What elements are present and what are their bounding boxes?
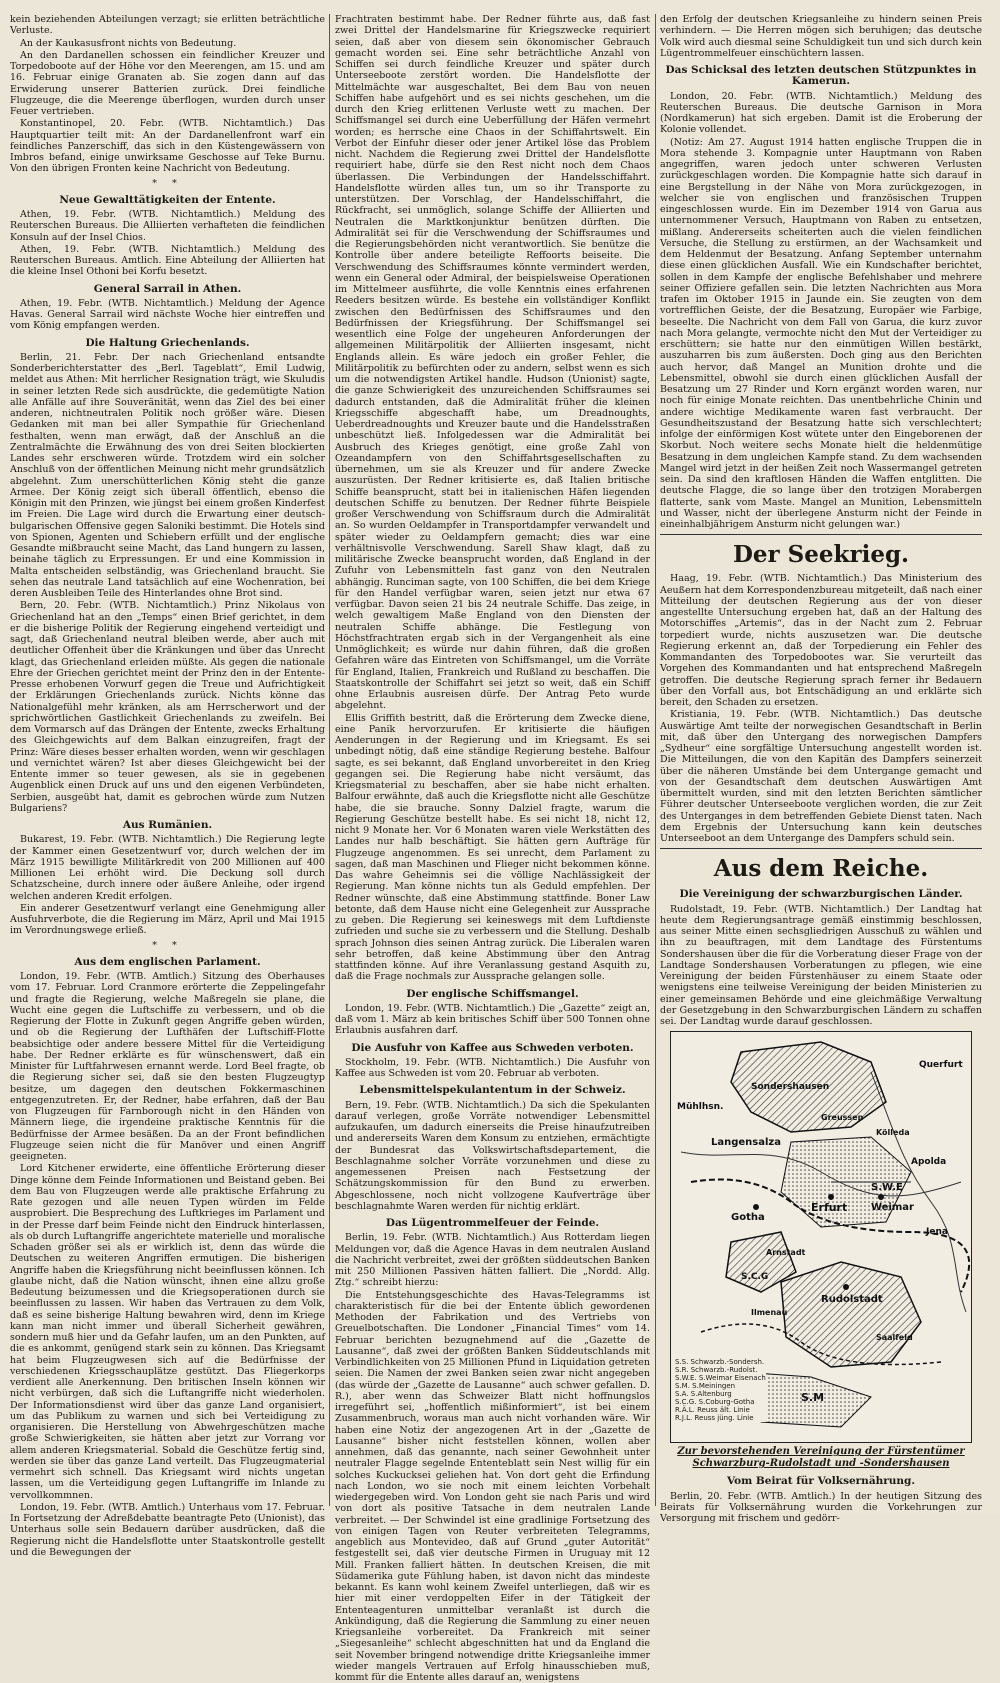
map-legend: [675, 1358, 766, 1422]
column-2: [335, 14, 650, 1509]
city-dot-erfurt: [828, 1194, 834, 1200]
legend-item: S.M. S.Meiningen: [675, 1382, 766, 1390]
paragraph: Kristiania, 19. Febr. (WTB. Nichtamtlich.) Das deutsche Auswärtige Amt teilte der norwegischen Gesandtschaft in Berlin mit, daß über den Untergang des norwegischen Dampfers „Sydheur“ eine sorgfältige Untersuchung angestellt worden ist. Die Mitteilungen, die von den Kapitän des Dampfers seinerzeit über die näheren Umstände bei dem Untergange gemacht und von der Gesandtschaft dem deutschen Auswärtigen Amt übermittelt wurden, sind mit den letzten Berichten sämtlicher Führer deutscher Unterseeboote verglichen worden, die zur Zeit des Unterganges in dem betreffenden Gebiete Dienst taten. Nach dem Ergebnis der Untersuchung kann kein deutsches Unterseeboot an dem Untergange des Dampfers schuld sein.: [660, 709, 982, 844]
paragraph: Bern, 19. Febr. (WTB. Nichtamtlich.) Da sich die Spekulanten darauf verlegen, große Vorräte notwendiger Lebensmittel aufzukaufen, um dadurch einerseits die Preise hinaufzutreiben und andererseits Waren dem Konsum zu entziehen, ermächtigte der Bundesrat das Volkswirtschaftsdepartement, die Beschlagnahme solcher Vorräte vorzunehmen und diese zu angemessenen Preisen nach Festsetzung der Schätzungskommission für den Bund zu erwerben. Abgeschlossene, noch nicht vollzogene Kaufverträge über beschlagnahmte Waren werden für nichtig erklärt.: [335, 1100, 650, 1213]
column-rule: [329, 14, 330, 1506]
map-label: S.C.G: [741, 1272, 768, 1283]
paragraph: Frachtraten bestimmt habe. Der Redner führte aus, daß fast zwei Drittel der Handelsmarine für Kriegszwecke requiriert seien, daß aber von diesem sein ökonomischer Gebrauch gemacht worden sei. Eine sehr beträchtliche Anzahl von Schiffen sei durch feindliche Kreuzer und später durch Unterseeboote zerstört worden. Die Handelsflotte der Mittelmächte war ausgeschaltet, Bei dem Bau von neuen Schiffen habe aufgehört und es sei nichts geschehen, um die durch den Krieg erlittenen Verluste wett zu machen. Der Schiffsmangel sei durch eine Ueberfüllung der Häfen vermehrt worden; es herrsche eine Chaos in der Schiffahrtswelt. Ein Verbot der Einfuhr dieser oder jener Artikel löse das Problem nicht. Nachdem die Regierung zwei Drittel der Handelsflotte requiriert habe, dürfe sie den Rest nicht noch dem Chaos überlassen. Die Verbindungen der Handelsschiffahrt. Handelsflotte würden alles tun, um so ihr Transporte zu unterstützen. Der Vorschlag, der Handelsschiffahrt, die Rückfracht, sei unmöglich, solange Schiffe der Alliierten und Neutralen die Marktkonjunktur benützen dürften. Die Admiralität sei für die Verschwendung der Schiffsraumes und die Regierungsbehörden nicht verantwortlich. Sie benütze die Kontrolle über andere beteiligte Reffoorts beiseite. Die Verschwendung des Schiffsraumes könnte vermindert werden, wenn ein General oder Admiral, der beispielsweise Operationen im Mittelmeer ausführte, die volle Kenntnis eines erfahrenen Reeders besitzen würde. Es bestehe ein vollständiger Konflikt zwischen den Bedürfnissen des Schiffsraumes und den Bedürfnissen der Kriegsführung. Der Schiffsmangel sei wesentlich eine Folge der ungeheuren Anforderungen der allgemeinen Militärpolitik der Alliierten insgesamt, nicht Englands allein. Es wäre jedoch ein großer Fehler, die Militärpolitik zu befürchten oder zu andern, selbst wenn es sich um die notwendigsten Artikel handle. Hudson (Unionist) sagte, die ganze Schwierigkeit des unzureichenden Schiffsraumes sei dadurch entstanden, daß die Admiralität früher die kleinen Kriegsschiffe abgeschafft habe, um Dreadnoughts, Ueberdreadnoughts und Kreuzer baute und die Handelsstraßen unbeschützt ließ. Infolgedessen war die Admiralität bei Ausbruch des Krieges genötigt, eine große Zahl von Ozeandampfern von den Schiffahrtsgesellschaften zu übernehmen, um sie als Kreuzer und für andere Zwecke auszurüsten. Der Redner kritisierte es, daß Italien britische Schiffe beansprucht, statt bei in italienischen Häfen liegenden deutschen Schiffe zu benutzen. Der Redner führte Beispiele großer Verschwendung von Schiffsraum durch die Admiralität an. So wurden Oeldampfer in Transportdampfer verwandelt und später wieder zu Oeldampfern gemacht; dies war eine verhältnisvolle Verschwendung. Sarell Shaw klagt, daß zu militärische Zwecke beansprucht worden, daß England in der Zufuhr von Lebensmitteln fast ganz von den Neutralen abhängig. Runciman sagte, von 100 Schiffen, die bei dem Kriege für den Handel verfügbar waren, seien jetzt nur etwa 67 verfügbar. Davon seien 21 bis 24 neutrale Schiffe. Das zeige, in welch gewaltigem Maße England von den Diensten der neutralen Schiffe abhänge. Die Festlegung von Höchstfrachtraten ergab sich in der Vergangenheit als eine Unmöglichkeit; es würde nur dahin führen, daß die großen Gefahren wäre das Eintreten von Schiffsmangel, um die Vorräte für England, Italien, Frankreich und Rußland zu beschaffen. Die Staatskontrolle der Schiffahrt sei jetzt so weit, daß ein Schiff ohne Erlaubnis ausreisen dürfe. Der Antrag Peto wurde abgelehnt.: [335, 14, 650, 712]
map-label: S.M: [801, 1392, 824, 1403]
column-3: [660, 14, 982, 1509]
map-label: Rudolstadt: [821, 1294, 883, 1305]
separator: * *: [10, 178, 325, 189]
section-heading: Lebensmittelspekulantentum in der Schweiz.: [335, 1085, 650, 1096]
map-label: Sondershausen: [751, 1082, 829, 1093]
section-heading: Aus dem englischen Parlament.: [10, 957, 325, 968]
paragraph: London, 19. Febr. (WTB. Nichtamtlich.) Die „Gazette“ zeigt an, daß vom 1. März ab kein britisches Schiff über 500 Tonnen ohne Erlaubnis ausfahren darf.: [335, 1003, 650, 1037]
map-label: Mühlhsn.: [677, 1102, 723, 1113]
paragraph: Bukarest, 19. Febr. (WTB. Nichtamtlich.) Die Regierung legte der Kammer einen Gesetzentwurf vor, durch welchen der im März 1915 bewilligte Militärkredit von 200 Millionen auf 400 Millionen Lei erhöht wird. Die Deckung soll durch Schatzscheine, durch innere oder äußere Anleihe, oder irgend welchen anderen Kredit erfolgen.: [10, 834, 325, 902]
city-dot-gotha: [753, 1204, 759, 1210]
map-label: Langensalza: [711, 1137, 781, 1148]
column-1: [10, 14, 325, 1509]
section-heading: Der englische Schiffsmangel.: [335, 989, 650, 1000]
paragraph: Bern, 20. Febr. (WTB. Nichtamtlich.) Prinz Nikolaus von Griechenland hat an den „Temps“ einen Brief gerichtet, in dem er die bisherige Politik der Regierung eingehend verteidigt und sagt, daß Griechenland neutral bleiben werde, aber auch mit deutlicher Offenheit über die Kränkungen und über das Unrecht klagt, das Griechenland erleiden müßte. Als gegen die nationale Ehre der Griechen gerichtet meint der Prinz den in der Entente-Presse erhobenen Vorwurf gegen die Treue und Aufrichtigkeit der Erklärungen Griechenlands zurück. Nichts könne das Nationalgefühl mehr kränken, als am Herrscherwort und der sprichwörtlichen Gastlichkeit Griechenlands zu zweifeln. Bei dem Vormarsch auf das Drängen der Entente, zwecks Erhaltung des Gleichgewichts auf dem Balkan einzugreifen, fragt der Prinz: Wäre dieses besser erhalten worden, wenn wir geschlagen und vernichtet wären? Ist aber dieses Gleichgewicht bei der Entente immer so teuer gewesen, als sie in gegebenen Augenblick einen Druck auf uns und den eigenen Verbündeten, Serbien, ausgeübt hat, damit es gebrochen würde zum Nutzen Bulgariens?: [10, 600, 325, 814]
paragraph: Athen, 19. Febr. (WTB. Nichtamtlich.) Meldung des Reuterschen Bureaus. Die Alliierten verhafteten die feindlichen Konsuln auf der Insel Chios.: [10, 209, 325, 243]
map-label: Jena: [926, 1227, 948, 1238]
section-heading: Neue Gewalttätigkeiten der Entente.: [10, 195, 325, 206]
paragraph: Athen, 19. Febr. (WTB. Nichtamtlich.) Meldung des Reuterschen Bureaus. Amtlich. Eine Abteilung der Alliierten hat die kleine Insel Othoni bei Korfu besetzt.: [10, 244, 325, 278]
paragraph: Athen, 19. Febr. (WTB. Nichtamtlich.) Meldung der Agence Havas. General Sarrail wird nächste Woche hier eintreffen und vom König empfangen werden.: [10, 298, 325, 332]
paragraph: London, 19. Febr. (WTB. Amtlich.) Sitzung des Oberhauses vom 17. Februar. Lord Cranmore erörterte die Zeppelingefahr und fragte die Regierung, welche Maßregeln sie plane, die Wucht eine gegen die Luftschiffe zu verbessern, und ob die Regierung der Flotte in Zukunft gegen Angriffe geben würden, und ob die Regierung der Lufthäfen der Luftschiff-Flotte beabsichtige oder andere bessere Mittel für die Verteidigung habe. Der Redner erklärte es für wünschenswert, daß ein Minister für Luftfahrwesen ernannt werde. Lord Beel fragte, ob die Regierung sicher sei, daß sie den besten Flugzeugtyp besitze, um dagegen den deutschen Fokkermaschinen entgegenzutreten. Er, der Redner, habe erfahren, daß der Bau von Flugzeugen für Farnborough nicht in den Händen von Männern liege, die irgendeine praktische Kenntnis für die Bedürfnisse der Armee besäßen. Da an der Front befindlichen Flugzeuge seien nicht die für Manöver und einen Angriff geeigneten.: [10, 971, 325, 1162]
map-schwarzburg: [670, 1031, 972, 1443]
paragraph: London, 20. Febr. (WTB. Nichtamtlich.) Meldung des Reuterschen Bureaus. Die deutsche Garnison in Mora (Nordkamerun) hat sich ergeben. Damit ist die Eroberung der Kolonie vollendet.: [660, 91, 982, 136]
section-heading: Vom Beirat für Volksernährung.: [660, 1476, 982, 1487]
paragraph: (Notiz: Am 27. August 1914 hatten englische Truppen die in Mora stehende 3. Kompagnie unter Hauptmann von Raben angegriffen, waren jedoch unter schweren Verlusten zurückgeschlagen worden. Die Kompagnie hatte sich darauf in eine Bergstellung in der Nähe von Mora zurückgezogen, in welcher sie von englischen und französischen Truppen eingeschlossen wurde. Ein im Dezember 1914 von Garua aus unternommener Versuch, Hauptmann von Raben zu entsetzen, mißlang. Andererseits scheiterten auch die vielen feindlichen Versuche, die Stellung zu erstürmen, an der Wachsamkeit und dem Heldenmut der Besatzung. Anfang September unternahm diese einen glücklichen Ausfall. Wie ein Kundschafter berichtet, sollen in dem Kampfe der englische Befehlshaber und mehrere seiner Offiziere gefallen sein. Die letzten Nachrichten aus Mora trafen im Oktober 1915 in Jaunde ein. Sie zeugten von dem vortrefflichen Geiste, der die Besatzung, Europäer wie Farbige, beseelte. Die Nachricht von dem Fall von Garua, die kurz zuvor nach Mora gelangte, vermochte nicht den Mut der Verteidiger zu erschüttern; sie hatte nur den einmütigen Willen bestärkt, auszuharren bis zum äußersten. Doch ging aus den Berichten auch hervor, daß Mangel an Munition drohte und die Lebensmittel, obwohl sie durch einen glücklichen Ausfall der Besatzung um 27 Rinder und Korn ergänzt worden waren, nur noch für einige Monate reichten. Das unentbehrliche Chinin und andere wichtige Medikamente waren fast verbraucht. Der Gesundheitszustand der Besatzung hatte sich verschlechtert; infolge der einförmigen Kost wütete unter den Eingeborenen der Skorbut. Noch weitere sechs Monate hielt die heldenmütige Besatzung in dem ungleichen Kampfe stand. Zu dem wachsenden Mangel wird jetzt in der heißen Zeit noch Wassermangel getreten sein. Da sind den kraftlosen Händen die Waffen entglitten. Die deutsche Flagge, die so lange über den trotzigen Morabergen flatterte, sank vom Maste. Mangel an Munition, Lebensmitteln und Wasser, nicht der überlegene Ansturm nicht der Feinde in eineinhalbjährigem Ansturm nicht gelungen war.): [660, 137, 982, 531]
map-label: Saalfeld: [876, 1332, 913, 1343]
paragraph: Konstantinopel, 20. Febr. (WTB. Nichtamtlich.) Das Hauptquartier teilt mit: An der Dardanellenfront warf ein feindliches Panzerschiff, das sich in den Küstengewässern von Imbros befand, einige unwirksame Geschosse auf Teke Burnu. Von den übrigen Fronten keine Nachricht von Bedeutung.: [10, 118, 325, 174]
map-label: Erfurt: [811, 1202, 847, 1213]
section-heading: General Sarrail in Athen.: [10, 284, 325, 295]
map-label: Gotha: [731, 1212, 765, 1223]
section-heading: Das Schicksal des letzten deutschen Stützpunktes in Kamerun.: [660, 65, 982, 88]
map-label: Apolda: [911, 1157, 946, 1168]
paragraph: Berlin, 21. Febr. Der nach Griechenland entsandte Sonderberichterstatter des „Berl. Tageblatt“, Emil Ludwig, meldet aus Athen: Mit herrlicher Resignation trägt, wie Skuludis in seiner letzten Rede sich ausdrückte, die gedemütigte Nation alle Anfälle auf ihre Souveränität, wenn das Ziel des bei einer anderen, nichtneutralen Politik noch größer wäre. Diesen Gedanken mit man bei aller Sympathie für Griechenland festhalten, wenn man erwägt, daß der Anschluß an die Zentralmächte die Erwähnung des von drei Seiten blockierten Landes sehr erschweren würde. Trotzdem wird ein solcher Anschluß von der öffentlichen Meinung nicht mehr grundsätzlich abgelehnt. Zum unerschütterlichen König steht die ganze Armee. Der König zeigt sich überall öffentlich, ebenso die Königin mit den Prinzen, wie jüngst bei einem großen Kinderfest im Freien. Die Lage wird durch die Erwartung einer deutsch-bulgarischen Offensive gegen Saloniki bestimmt. Die Hotels sind von Spionen, Agenten und Schiebern erfüllt und der englische Gesandte mißbraucht seine Macht, das Land hungern zu lassen, beinahe täglich zu Erpressungen. Er und eine Kommission in Malta entscheiden selbständig, was Griechenland braucht. Sie sehen das neutrale Land tatsächlich auf eine Wochenration, bei deren Ausbleiben Teile des Hinterlandes ohne Brot sind.: [10, 352, 325, 600]
legend-item: S.C.G. S.Coburg-Gotha: [675, 1398, 766, 1406]
map-label: Weimar: [871, 1202, 914, 1213]
legend-item: R.Ä.L. Reuss ält. Linie: [675, 1406, 766, 1414]
divider: [660, 534, 982, 535]
paragraph: Die Entstehungsgeschichte des Havas-Telegramms ist charakteristisch für die bei der Entente üblich gewordenen Methoden der Fabrikation und des Vertriebs von Greuelbotschaften. Die Londoner „Financial Times“ vom 14. Februar berichten bezugnehmend auf die „Gazette de Lausanne“, daß zwei der größten Banken Süddeutschlands mit Verbindlichkeiten von 25 Millionen Pfund in Liquidation getreten seien. Die Namen der zwei Banken seien zwar nicht angegeben (das würde der „Gazette de Lausanne“ auch schwer gefallen. D. R.), aber wenn das Schweizer Blatt nicht hoffnungslos irregeführt sei, „hoffentlich mißinformiert“, ist bei einem Zusammenbruch, woraus man auch nicht vorhanden wäre. Wir haben eine Notiz der angezogenen Art in der „Gazette de Lausanne“ bisher nicht feststellen können, wollen aber annehmen, daß das genannte, nach seiner Gewohnheit unter neutraler Flagge segelnde Ententeblatt sein Nest willig für ein solches Kuckucksei geliehen hat. Von dort geht die Erfindung nach London, wo sie noch mit einem leichten Vorbehalt wiedergegeben wird. Von London geht sie nach Paris und wird von dort als positive Tatsache in dem neutralen Lande verbreitet. — Der Schwindel ist eine gradlinige Fortsetzung des von einigen Tagen von Reuter verbreiteten Telegramms, angeblich aus Montevideo, daß auf Grund „guter Autorität“ festgestellt sei, daß vier deutsche Firmen in Uruguay mit 12 Mill. Franken falliert hätten. In deutschen Kreisen, die mit Südamerika gute Fühlung haben, ist davon nicht das mindeste bekannt. Es kann wohl keinem Zweifel unterliegen, daß wir es hier mit einer verdoppelten Eifer in der Tätigkeit der Ententeagenturen unmittelbar veranlaßt ist durch die Ankündigung, daß die Regierung die Sammlung zu einer neuen Kriegsanleihe vorbereitet. Da Frankreich mit seiner „Siegesanleihe“ schlecht abgeschnitten hat und da England die seit November bringend notwendige dritte Kriegsanleihe immer wieder mangels Vertrauen auf Erfolg hinausschieben muß, kommt für die Entente alles darauf an, wenigstens: [335, 1290, 650, 1683]
map-label: Ilmenau: [751, 1307, 787, 1318]
map-label: Arnstadt: [766, 1247, 805, 1258]
city-dot-weimar: [878, 1194, 884, 1200]
paragraph: Ellis Griffith bestritt, daß die Erörterung dem Zwecke diene, eine Panik hervorzurufen. Er kritisierte die häufigen Aenderungen in der Regierung und im Kriegsamt. Es sei unbedingt nötig, daß eine ständige Regierung bestehe. Balfour sagte, es sei bekannt, daß England unvorbereitet in den Krieg gegangen sei. Die Regierung habe nicht versäumt, das Kriegsmaterial zu beschaffen, aber sie habe nicht erhalten. Balfour erwähnte, daß auch die Kriegsflotte nicht alle Geschütze habe, die sie brauche. Sonny Dalziel fragte, warum die Regierung Geschütze bestellt habe. Es sei nicht 18, nicht 12, nicht 9 Monate her. Vor 6 Monaten waren viele Werkstätten des Landes nur halb beschäftigt. Sie hätten gern Aufträge für Flugzeuge angenommen. Es sei unrecht, dem Parlament zu sagen, daß man Maschinen und Flieger nicht bekommen könne. Das wahre Geheimnis sei die völlige Nachlässigkeit der Regierung. Man könne nichts tun als Geduld empfehlen. Der Redner wünschte, daß eine Abstimmung stattfinde. Boner Law betonte, daß dem Hause nicht eine Gelegenheit zur Aussprache zu geben. Die Regierung sei keineswegs mit dem Luftdienste zufrieden und suche sie zu verbessern und die Stellung. Deshalb sprach Johnson dies seinen Antrag zurück. Die Liberalen waren sehr betroffen, daß keine Abstimmung über den Antrag stattfinden könne. Auf ihre Veranlassung gestand Asquith zu, daß die Frage nochmals zur Aussprache gelangen solle.: [335, 713, 650, 983]
paragraph: Berlin, 20. Febr. (WTB. Amtlich.) In der heutigen Sitzung des Beirats für Volksernährung wurden die Vorkehrungen zur Versorgung mit frischem und gedörr-: [660, 1491, 982, 1525]
map-caption: Zur bevorstehenden Vereinigung der Fürstentümer Schwarzburg-Rudolstadt und -Sondershausen: [660, 1446, 982, 1470]
paragraph: London, 19. Febr. (WTB. Amtlich.) Unterhaus vom 17. Februar. In Fortsetzung der Adreßdebatte beantragte Peto (Unionist), das Unterhaus solle sein Bedauern darüber ausdrücken, daß die Regierung nicht die Handelsflotte unter Staatskontrolle gestellt und die Bewegungen der: [10, 1502, 325, 1558]
divider: [660, 848, 982, 849]
paragraph: An den Dardanellen schossen ein feindlicher Kreuzer und Torpedoboote auf der Höhe vor den Meerengen, am 15. und am 16. Februar einige Granaten ab. Sie zogen dann auf das Erwiderung unserer Batterien zurück. Drei feindliche Flugzeuge, die die Meerenge überflogen, wurden durch unser Feuer vertrieben.: [10, 50, 325, 118]
separator: * *: [10, 940, 325, 951]
paragraph: Ein anderer Gesetzentwurf verlangt eine Genehmigung aller Ausfuhrverbote, die die Regierung im März, April und Mai 1915 im Verordnungswege erließ.: [10, 903, 325, 937]
section-title-reich: Aus dem Reiche.: [660, 855, 982, 883]
legend-item: S.W.E. S.Weimar Eisenach: [675, 1374, 766, 1382]
map-label: Kölleda: [876, 1127, 910, 1138]
section-heading: Aus Rumänien.: [10, 820, 325, 831]
section-heading: Die Ausfuhr von Kaffee aus Schweden verboten.: [335, 1043, 650, 1054]
map-label: Querfurt: [919, 1060, 963, 1071]
map-label: S.W.E: [871, 1182, 903, 1193]
legend-item: S.S. Schwarzb.-Sondersh.: [675, 1358, 766, 1366]
section-heading: Das Lügentrommelfeuer der Feinde.: [335, 1218, 650, 1229]
paragraph: Rudolstadt, 19. Febr. (WTB. Nichtamtlich.) Der Landtag hat heute dem Regierungsantrage gemäß einstimmig beschlossen, aus seiner Mitte einen sechsgliedrigen Ausschuß zu wählen und ihn zu beauftragen, mit dem Landtage des Fürstentums Sondershausen über die für die Vorberatung dieser Frage von der Landtage Sondershausen Vorberatungen zu pflegen, wie eine Vereinigung der beiden Fürstenhäuser zu einem Staate oder wenigstens eine teilweise Vereinigung der beiden Ministerien zu einer gemeinsamen Behörde und eine gleichmäßige Verwaltung der Gesetzgebung in den Schwarzburgischen Ländern zu schaffen sei. Der Landtag wurde darauf geschlossen.: [660, 904, 982, 1028]
section-title-seekrieg: Der Seekrieg.: [660, 541, 982, 569]
territory-rudolstadt: [781, 1262, 921, 1367]
paragraph: Stockholm, 19. Febr. (WTB. Nichtamtlich.) Die Ausfuhr von Kaffee aus Schweden ist vom 20. Februar ab verboten.: [335, 1057, 650, 1080]
city-dot-rudolstadt: [843, 1284, 849, 1290]
legend-item: R.J.L. Reuss jüng. Linie: [675, 1414, 766, 1422]
legend-item: S.A. S.Altenburg: [675, 1390, 766, 1398]
section-heading: Die Haltung Griechenlands.: [10, 338, 325, 349]
paragraph: Berlin, 19. Febr. (WTB. Nichtamtlich.) Aus Rotterdam liegen Meldungen vor, daß die Agence Havas in dem neutralen Ausland die Nachricht verbreitet, zwei der größten süddeutschen Banken mit 250 Millionen Passiven hätten falliert. Die „Nordd. Allg. Ztg.“ schreibt hierzu:: [335, 1232, 650, 1288]
column-rule: [655, 14, 656, 1506]
paragraph: An der Kaukasusfront nichts von Bedeutung.: [10, 38, 325, 49]
paragraph: den Erfolg der deutschen Kriegsanleihe zu hindern seinen Preis verhindern. — Die Herren mögen sich beruhigen; das deutsche Volk wird auch diesmal seine Schuldigkeit tun und sich durch kein Lügentrommelfeuer einschüchtern lassen.: [660, 14, 982, 59]
section-heading: Die Vereinigung der schwarzburgischen Länder.: [660, 889, 982, 900]
paragraph: kein beziehenden Abteilungen verzagt; sie erlitten beträchtliche Verluste.: [10, 14, 325, 37]
paragraph: Lord Kitchener erwiderte, eine öffentliche Erörterung dieser Dinge könne dem Feinde Informationen und Beistand geben. Bei dem Bau von Flugzeugen werde alle praktische Erfahrung zu Rate gezogen und alle neuen Typen würden im Felde ausprobiert. Die Besprechung des Luftkrieges im Parlament und in der Presse darf beim Feinde nicht den Eindruck hinterlassen, als ob durch Luftangriffe angerichtete materielle und moralische Schaden größer sei als er wirklich ist, denn das würde die Deutschen zu weiteren Angriffen ermutigen. Die bisherigen Angriffe haben die Kriegsführung nicht beeinflussen können. Ich glaube nicht, daß die Nation wünscht, ihnen eine allzu große Bedeutung beizumessen und die Kriegsoperationen durch sie beeinflussen zu lassen. Wir haben das Vertrauen zu dem Volk, daß es seine bisherige Haltung bewahren wird, denn im Kriege kann man nicht immer und überall Sicherheit gewähren, sondern muß hier und da Gefahr laufen, um an den Punkten, auf die es ankommt, genügend stark sein zu können. Das Kriegsamt hat beim Flugzeugwesen sich auf die Bedürfnisse der verschiedenen Kriegsschauplätze gestützt. Das Fliegerkorps verdient alle Anerkennung. Den britischen Inseln können wir nicht verbürgen, daß sich die Luftangriffe nicht wiederholen. Der Informationsdienst wird über das ganze Land organisiert, um das Publikum zu warnen und sich bei Verteidigung zu organisieren. Die Herstellung von Abwehrgeschützen mache große Schwierigkeiten, sie hätten aber jetzt zur Vorrang vor allem anderen Kriegsmaterial. Sobald die Geschütze fertig sind, werden sie über das ganze Land verteilt. Das Flugzeugmaterial vermehrt sich schnell. Das Kriegsamt wird nichts ungetan lassen, um die Verteidigung gegen Luftangriffe im Inlande zu vervollkommnen.: [10, 1163, 325, 1501]
paragraph: Haag, 19. Febr. (WTB. Nichtamtlich.) Das Ministerium des Aeußern hat dem Korrespondenzbureau mitgeteilt, daß nach einer Mitteilung der deutschen Regierung aus der von dieser angestellte Untersuchung ergeben hat, daß an der Haltung des Motorschiffes „Artemis“, das in der Nacht zum 2. Februar torpediert wurde, nichts auszusetzen war. Die deutsche Regierung erkennt an, daß der Torpedierung ein Fehler des Kommandanten des Torpedobootes war. Sie verurteilt das Vorgehen des Kommandanten und hat entsprechend Maßregeln getroffen. Die deutsche Regierung sprach ferner ihr Bedauern über den Vorfall aus, bot Entschädigung an und erklärte sich bereit, den Schaden zu ersetzen.: [660, 573, 982, 708]
legend-item: S.R. Schwarzb.-Rudolst.: [675, 1366, 766, 1374]
map-label: Greussen: [821, 1112, 863, 1123]
